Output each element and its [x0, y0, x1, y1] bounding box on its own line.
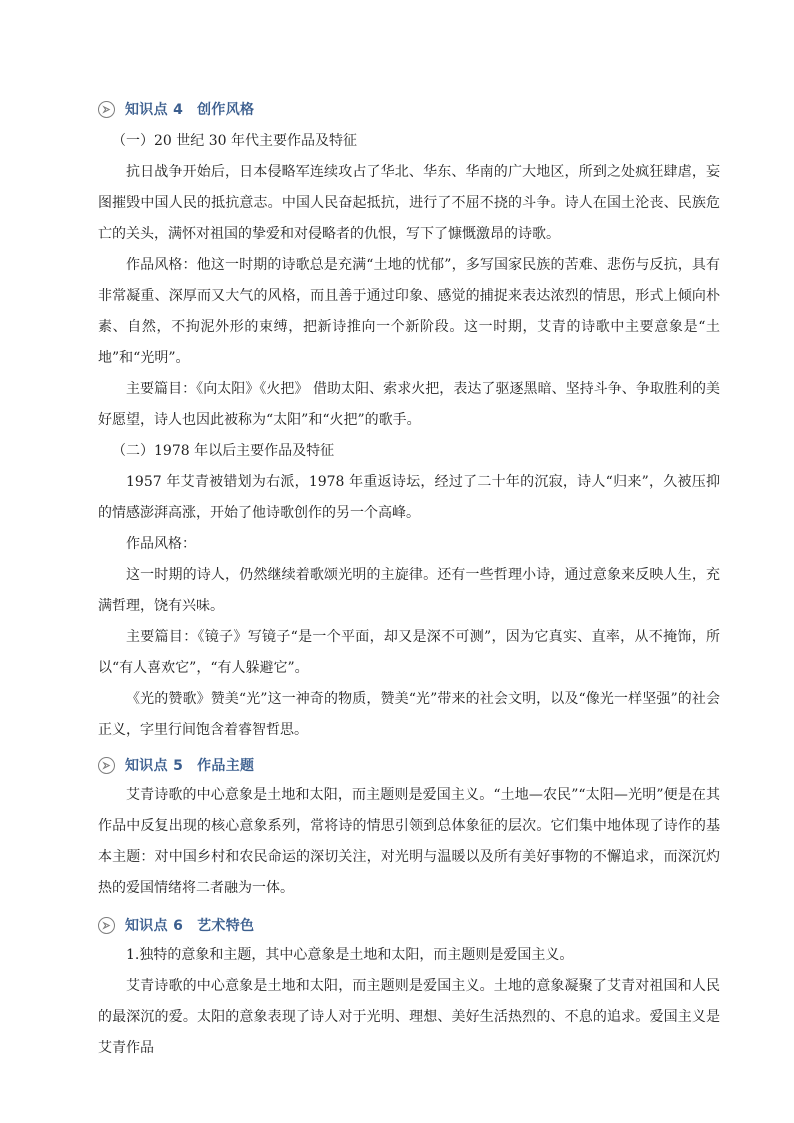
section-heading-5 — [98, 750, 720, 780]
section-number: 知识点 6 — [125, 918, 184, 934]
paragraph: 主要篇目：《向太阳》《火把》 借助太阳、索求火把，表达了驱逐黑暗、坚持斗争、争取胜利的美好愿望，诗人也因此被称为“太阳”和“火把”的歌手。 — [98, 381, 720, 428]
subheading-1930s: （一）20 世纪 30 年代主要作品及特征 — [112, 133, 357, 149]
arrow-circle-icon — [98, 757, 115, 774]
arrow-circle-icon — [98, 101, 115, 118]
paragraph: 《光的赞歌》赞美“光”这一神奇的物质，赞美“光”带来的社会文明，以及“像光一样坚强”的社会正义，字里行间饱含着睿智哲思。 — [98, 691, 720, 738]
section-title: 创作风格 — [197, 102, 255, 118]
paragraph: 1957 年艾青被错划为右派，1978 年重返诗坛，经过了二十年的沉寂，诗人“归来”，久被压抑的情感澎湃高涨，开始了他诗歌创作的另一个高峰。 — [98, 474, 720, 521]
subheading-1978: （二）1978 年以后主要作品及特征 — [112, 443, 335, 459]
document-page — [98, 94, 720, 1064]
paragraph: 主要篇目：《镜子》写镜子“是一个平面，却又是深不可测”，因为它真实、直率，从不掩饰，所以“有人喜欢它”，“有人躲避它”。 — [98, 629, 720, 676]
paragraph: 这一时期的诗人，仍然继续着歌颂光明的主旋律。还有一些哲理小诗，通过意象来反映人生，充满哲理，饶有兴味。 — [98, 567, 720, 614]
section-number: 知识点 5 — [125, 758, 184, 774]
paragraph: 1.独特的意象和主题，其中心意象是土地和太阳，而主题则是爱国主义。 — [126, 947, 574, 963]
section-title: 艺术特色 — [197, 918, 255, 934]
section-number: 知识点 4 — [125, 102, 184, 118]
section-heading-6 — [98, 910, 720, 940]
paragraph: 抗日战争开始后，日本侵略军连续攻占了华北、华东、华南的广大地区，所到之处疯狂肆虐，妄图摧毁中国人民的抵抗意志。中国人民奋起抵抗，进行了不屈不挠的斗争。诗人在国土沦丧、民族危亡的关头，满怀对祖国的挚爱和对侵略者的仇恨，写下了慷慨激昂的诗歌。 — [98, 164, 720, 242]
section-title: 作品主题 — [197, 758, 255, 774]
paragraph: 艾青诗歌的中心意象是土地和太阳，而主题则是爱国主义。土地的意象凝聚了艾青对祖国和人民的最深沉的爱。太阳的意象表现了诗人对于光明、理想、美好生活热烈的、不息的追求。爱国主义是艾青作品 — [98, 978, 720, 1056]
arrow-circle-icon — [98, 917, 115, 934]
paragraph: 作品风格： — [126, 536, 196, 552]
section-heading-4 — [98, 94, 720, 124]
paragraph: 艾青诗歌的中心意象是土地和太阳，而主题则是爱国主义。“土地—农民”“太阳—光明”便是在其作品中反复出现的核心意象系列，常将诗的情思引领到总体象征的层次。它们集中地体现了诗作的基本主题：对中国乡村和农民命运的深切关注，对光明与温暖以及所有美好事物的不懈追求，而深沉灼热的爱国情绪将二者融为一体。 — [98, 787, 720, 896]
paragraph: 作品风格：他这一时期的诗歌总是充满“土地的忧郁”，多写国家民族的苦难、悲伤与反抗，具有非常凝重、深厚而又大气的风格，而且善于通过印象、感觉的捕捉来表达浓烈的情思，形式上倾向朴素、自然，不拘泥外形的束缚，把新诗推向一个新阶段。这一时期，艾青的诗歌中主要意象是“土地”和“光明”。 — [98, 257, 720, 366]
